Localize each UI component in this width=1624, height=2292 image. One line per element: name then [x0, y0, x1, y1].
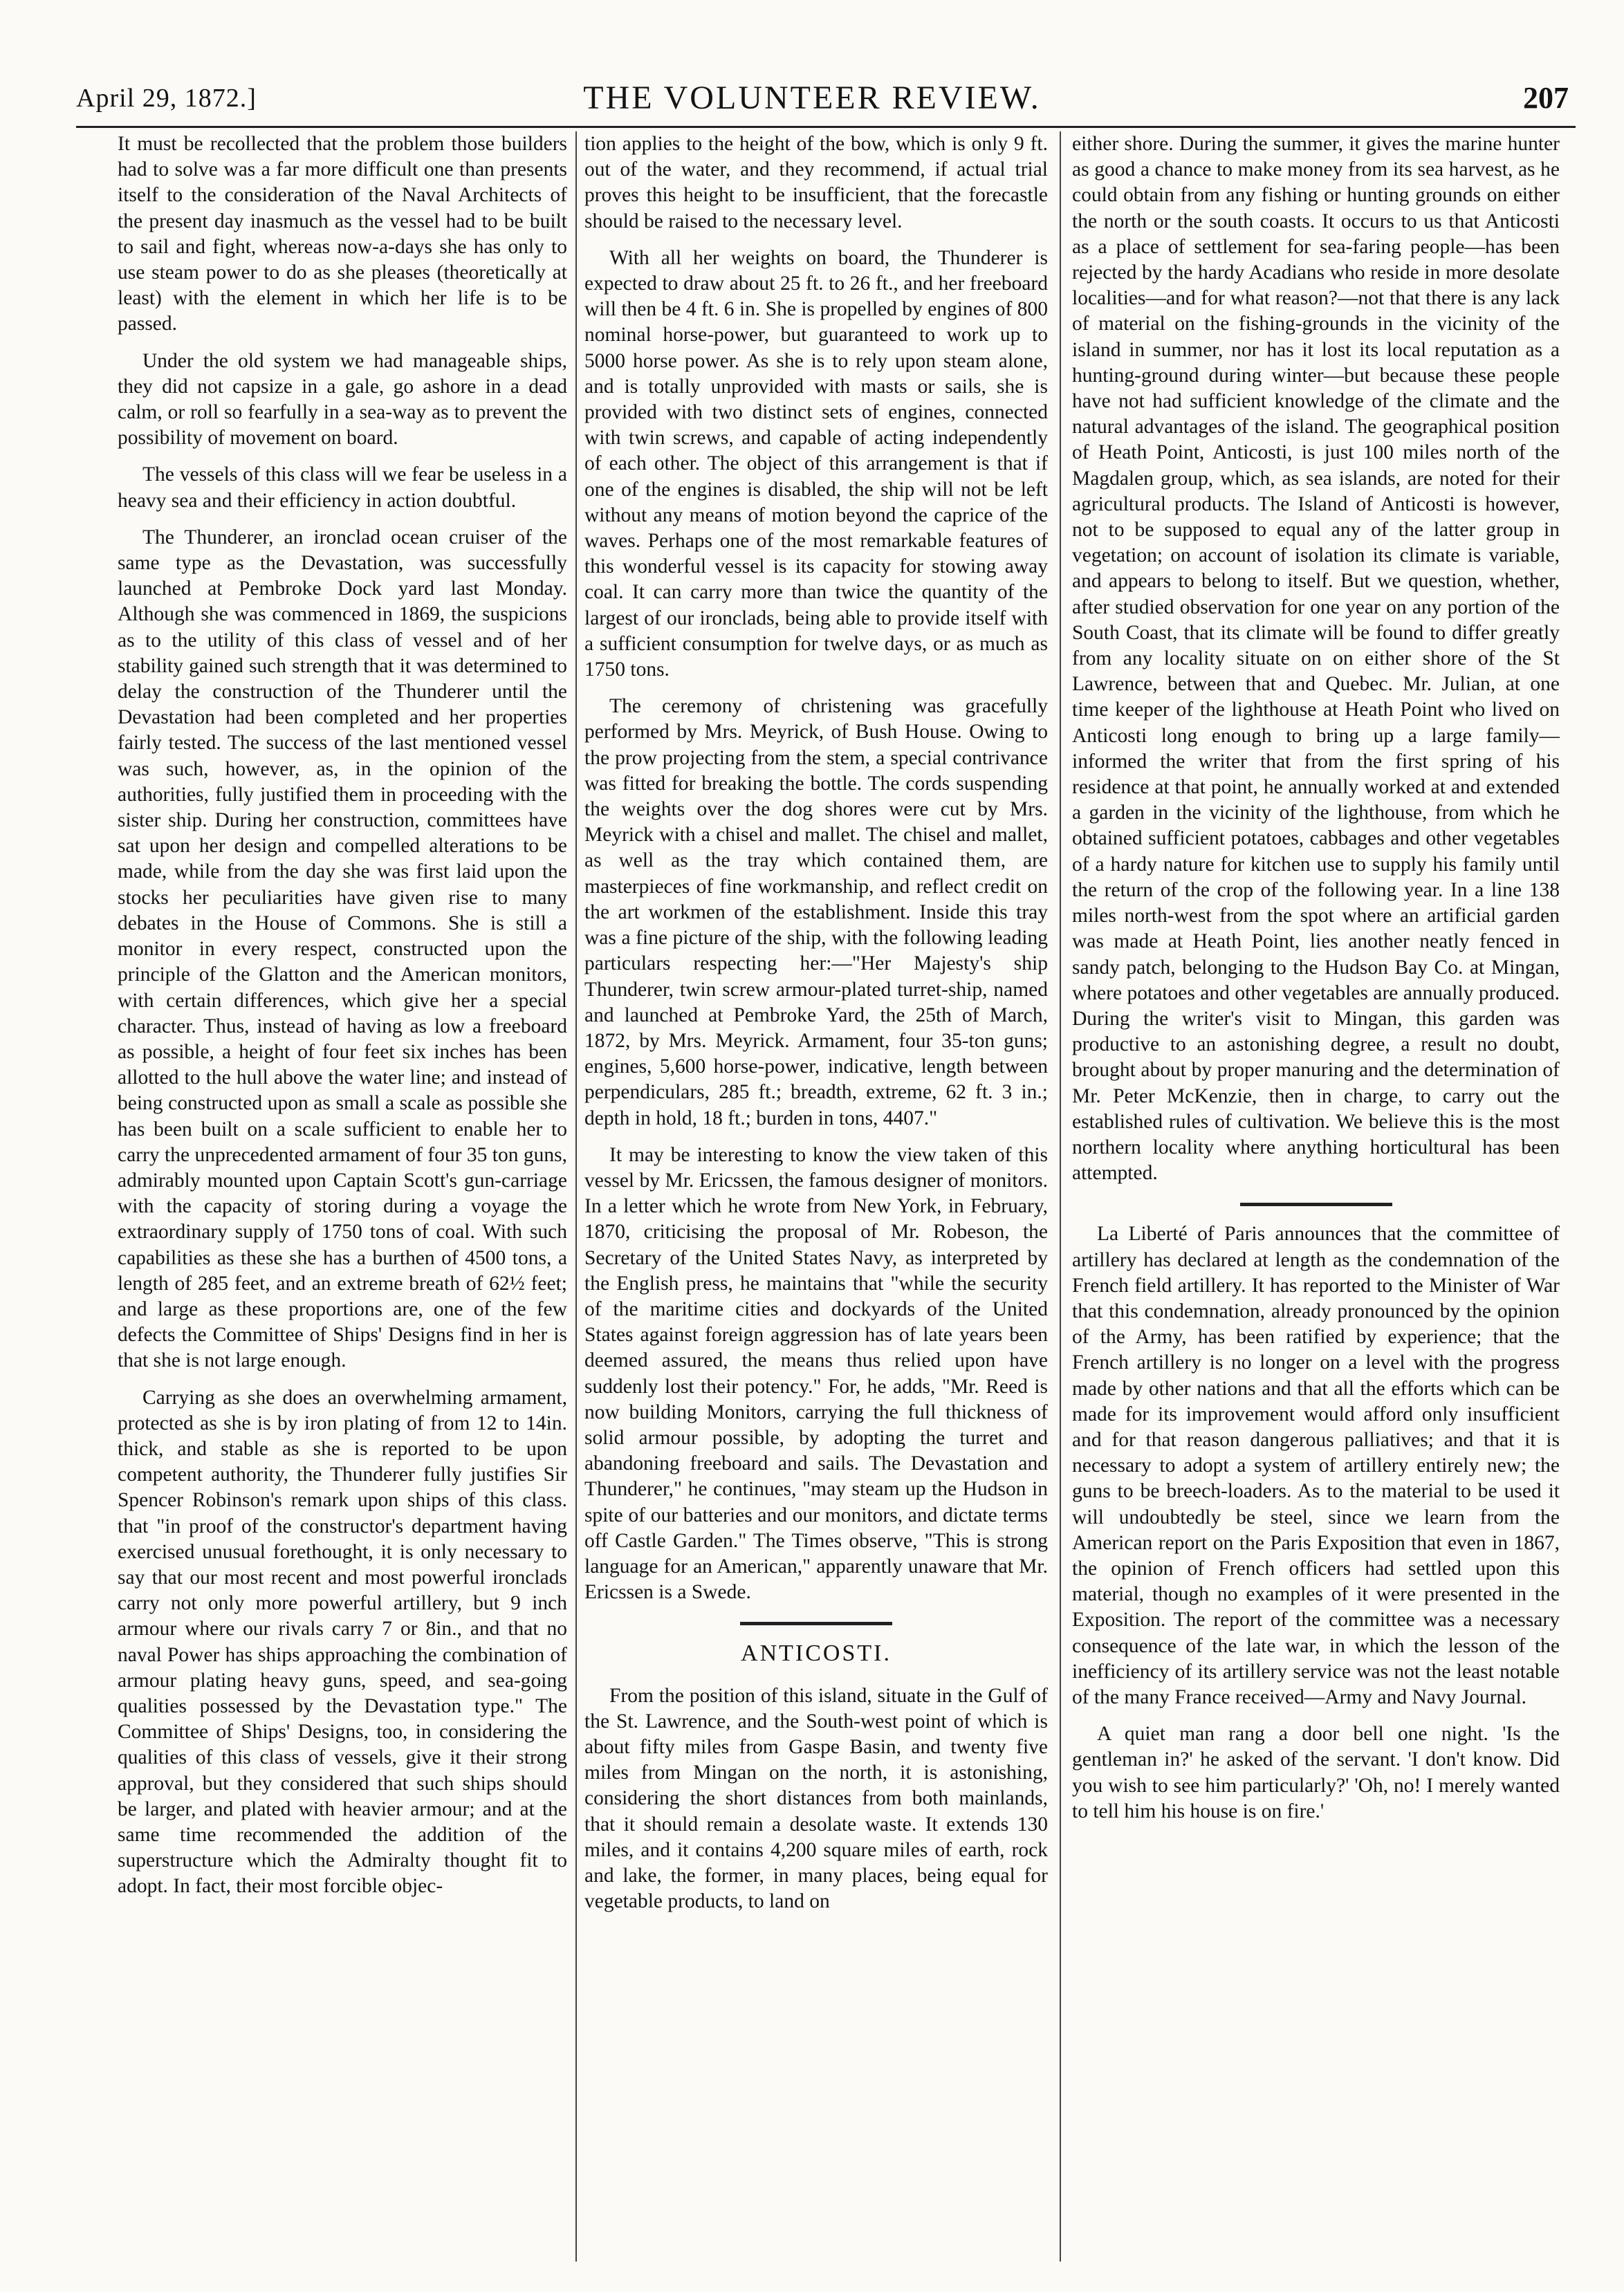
- paragraph: tion applies to the height of the bow, which is only 9 ft. out of the water, and they recommend, if actual trial proves this height to be insufficient, that the forecastle should be raised to the necessary level.: [584, 133, 1048, 232]
- column-3: [1072, 131, 1560, 2262]
- section-title-anticosti: ANTICOSTI.: [741, 1641, 892, 1667]
- paragraph: It may be interesting to know the view taken of this vessel by Mr. Ericssen, the famous designer of monitors. In a letter which he wrote from New York, in February, 1870, criticising the proposal of Mr. Robeson, the Secretary of the United States Navy, as interpreted by the English press, he maintains that "while the security of the maritime cities and dockyards of the United States against foreign aggression has of late years been deemed assured, the means thus relied upon have suddenly lost their potency." For, he adds, "Mr. Reed is now building Monitors, carrying the full thickness of solid armour possible, by adopting the turret and abandoning freeboard and sails. The Devastation and Thunderer," he continues, "may steam up the Hudson in spite of our batteries and our monitors, and dictate terms off Castle Garden." The Times observe, "This is strong language for an American," apparently unaware that Mr. Ericssen is a Swede.: [584, 1143, 1048, 1604]
- paragraph: It must be recollected that the problem those builders had to solve was a far more difficult one than presents itself to the consideration of the Naval Architects of the present day inasmuch as the vessel had to be built to sail and fight, whereas now-a-days she has only to use steam power to do as she pleases (theoretically at least) with the element in which her life is to be passed.: [118, 133, 567, 335]
- paragraph: The ceremony of christening was gracefully performed by Mrs. Meyrick, of Bush House. Owing to the prow projecting from the stem, a special contrivance was fitted for breaking the bottle. The cords suspending the weights over the dog shores were cut by Mrs. Meyrick with a chisel and mallet. The chisel and mallet, as well as the tray which contained them, are masterpieces of fine workmanship, and reflect credit on the art workmen of the establishment. Inside this tray was a fine picture of the ship, with the following leading particulars respecting her:—"Her Majesty's ship Thunderer, twin screw armour-plated turret-ship, named and launched at Pembroke Yard, the 25th of March, 1872, by Mrs. Meyrick. Armament, four 35-ton guns; engines, 5,600 horse-power, indicative, length between perpendiculars, 285 ft.; breadth, extreme, 62 ft. 3 in.; depth in hold, 18 ft.; burden in tons, 4407.": [584, 695, 1048, 1129]
- publication-title: THE VOLUNTEER REVIEW.: [583, 80, 1041, 116]
- section-divider: [740, 1622, 892, 1625]
- page-header: [0, 69, 1624, 118]
- paragraph: The Thunderer, an ironclad ocean cruiser of the same type as the Devastation, was successfully launched at Pembroke Dock yard last Monday. Although she was commenced in 1869, the suspicions as to the utility of this class of vessel and of her stability gained such strength that it was determined to delay the construction of the Thunderer until the Devastation had been completed and her properties fairly tested. The success of the last mentioned vessel was such, however, as, in the opinion of the authorities, fully justified them in proceeding with the sister ship. During her construction, committees have sat upon her design and compelled alterations to be made, while from the day she was first laid upon the stocks her peculiarities have given rise to many debates in the House of Commons. She is still a monitor in every respect, constructed upon the principle of the Glatton and the American monitors, with certain differences, which give her a special character. Thus, instead of having as low a freeboard as possible, a height of four feet six inches has been allotted to the hull above the water line; and instead of being constructed upon as small a scale as possible she has been built on a scale sufficient to enable her to carry the unprecedented armament of four 35 ton guns, admirably mounted upon Captain Scott's gun-carriage with the capacity of storing during a voyage the extraordinary supply of 1750 tons of coal. With such capabilities as these she has a burthen of 4500 tons, a length of 285 feet, and an extreme breath of 62½ feet; and large as these proportions are, one of the few defects the Committee of Ships' Designs find in her is that she is not large enough.: [118, 526, 567, 1372]
- issue-date: April 29, 1872.]: [76, 84, 257, 113]
- paragraph: Under the old system we had manageable ships, they did not capsize in a gale, go ashore in a dead calm, or roll so fearfully in a sea-way as to prevent the possibility of movement on board.: [118, 349, 567, 450]
- paragraph: either shore. During the summer, it gives the marine hunter as good a chance to make money from its sea harvest, as he could obtain from any fishing or hunting grounds on either the north or the south coasts. It occurs to us that Anticosti as a place of settlement for sea-faring people—has been rejected by the hardy Acadians who reside in more desolate localities—and for what reason?—not that there is any lack of material on the fishing-grounds in the vicinity of the island in summer, nor has it lost its local reputation as a hunting-ground during winter—but because these people have not had sufficient knowledge of the climate and the natural advantages of the island. The geographical position of Heath Point, Anticosti, is just 100 miles north of the Magdalen group, which, as sea islands, are noted for their agricultural products. The Island of Anticosti is however, not to be supposed to equal any of the latter group in vegetation; on account of isolation its climate is variable, and appears to belong to itself. But we question, whether, after studied observation for one year on any portion of the South Coast, that its climate will be found to differ greatly from any locality situate on on either shore of the St Lawrence, between that and Quebec. Mr. Julian, at one time keeper of the lighthouse at Heath Point who lived on Anticosti long enough to bring up a large family—informed the writer that from the first spring of his residence at that point, he annually worked at and extended a garden in the vicinity of the lighthouse, from which he obtained sufficient potatoes, cabbages and other vegetables of a hardy nature for kitchen use to supply his family until the return of the crop of the following year. In a line 138 miles north-west from the spot where an artificial garden was made at Heath Point, lies another neatly fenced in sandy patch, belonging to the Hudson Bay Co. at Mingan, where potatoes and other vegetables are annually produced. During the writer's visit to Mingan, this garden was productive to an astonishing degree, a result no doubt, brought about by proper manuring and the determination of Mr. Peter McKenzie, then in charge, to carry out the established rules of cultivation. We believe this is the most northern locality where anything horticultural has been attempted.: [1072, 133, 1560, 1185]
- paragraph: Carrying as she does an overwhelming armament, protected as she is by iron plating of from 12 to 14in. thick, and stable as she is reported to be upon competent authority, the Thunderer fully justifies Sir Spencer Robinson's remark upon ships of this class. that "in proof of the constructor's department having exercised unusual forethought, it is only necessary to say that our most recent and most powerful ironclads carry not only more powerful artillery, but 9 inch armour where our rivals carry 7 or 8in., and that no naval Power has ships approaching the combination of armour plating heavy guns, speed, and sea-going qualities possessed by the Devastation type." The Committee of Ships' Designs, too, in considering the qualities of this class of vessels, give it their strong approval, but they considered that such ships should be larger, and plated with heavier armour; and at the same time recommended the addition of the superstructure which the Admiralty thought fit to adopt. In fact, their most forcible objec-: [118, 1386, 567, 1898]
- column-2: [584, 131, 1048, 2262]
- column-divider: [575, 131, 577, 2262]
- page-number: 207: [1523, 81, 1569, 115]
- column-1: [118, 131, 567, 2262]
- paragraph: La Liberté of Paris announces that the committee of artillery has declared at length as the condemnation of the French field artillery. It has reported to the Minister of War that this condemnation, already pronounced by the opinion of the Army, has been ratified by experience; that the French artillery is no longer on a level with the progress made by other nations and that all the efforts which can be made for its improvement would afford only insufficient and for that reason dangerous palliatives; and that it is necessary to adopt a system of artillery entirely new; the guns to be breech-loaders. As to the material to be used it will undoubtedly be steel, since we learn from the American report on the Paris Exposition that even in 1867, the opinion of French officers had settled upon this material, though no examples of it were presented in the Exposition. The report of the committee was a necessary consequence of the late war, in which the lesson of the inefficiency of its artillery service was not the least notable of the many France received—Army and Navy Journal.: [1072, 1223, 1560, 1708]
- paragraph: With all her weights on board, the Thunderer is expected to draw about 25 ft. to 26 ft., and her freeboard will then be 4 ft. 6 in. She is propelled by engines of 800 nominal horse-power, but guaranteed to work up to 5000 horse power. As she is to rely upon steam alone, and is totally unprovided with masts or sails, she is provided with two distinct sets of engines, connected with twin screws, and capable of acting independently of each other. The object of this arrangement is that if one of the engines is disabled, the ship will not be left without any means of motion beyond the caprice of the waves. Perhaps one of the most remarkable features of this wonderful vessel is its capacity for stowing away coal. It can carry more than twice the quantity of the largest of our ironclads, being able to provide itself with a sufficient consumption for twelve days, or as much as 1750 tons.: [584, 246, 1048, 681]
- paragraph: The vessels of this class will we fear be useless in a heavy sea and their efficiency in action doubtful.: [118, 463, 567, 512]
- paragraph: A quiet man rang a door bell one night. 'Is the gentleman in?' he asked of the servant. 'I don't know. Did you wish to see him particularly?' 'Oh, no! I merely wanted to tell him his house is on fire.': [1072, 1723, 1560, 1822]
- paragraph: From the position of this island, situate in the Gulf of the St. Lawrence, and the South-west point of which is about fifty miles from Gaspe Basin, and twenty five miles from Mingan on the north, it is astonishing, considering the short distances from both mainlands, that it should remain a desolate waste. It extends 130 miles, and it contains 4,200 square miles of earth, rock and lake, the former, in many places, being equal for vegetable products, to land on: [584, 1684, 1048, 1913]
- section-divider: [1240, 1203, 1392, 1206]
- column-divider: [1060, 131, 1061, 2262]
- header-rule: [76, 126, 1576, 128]
